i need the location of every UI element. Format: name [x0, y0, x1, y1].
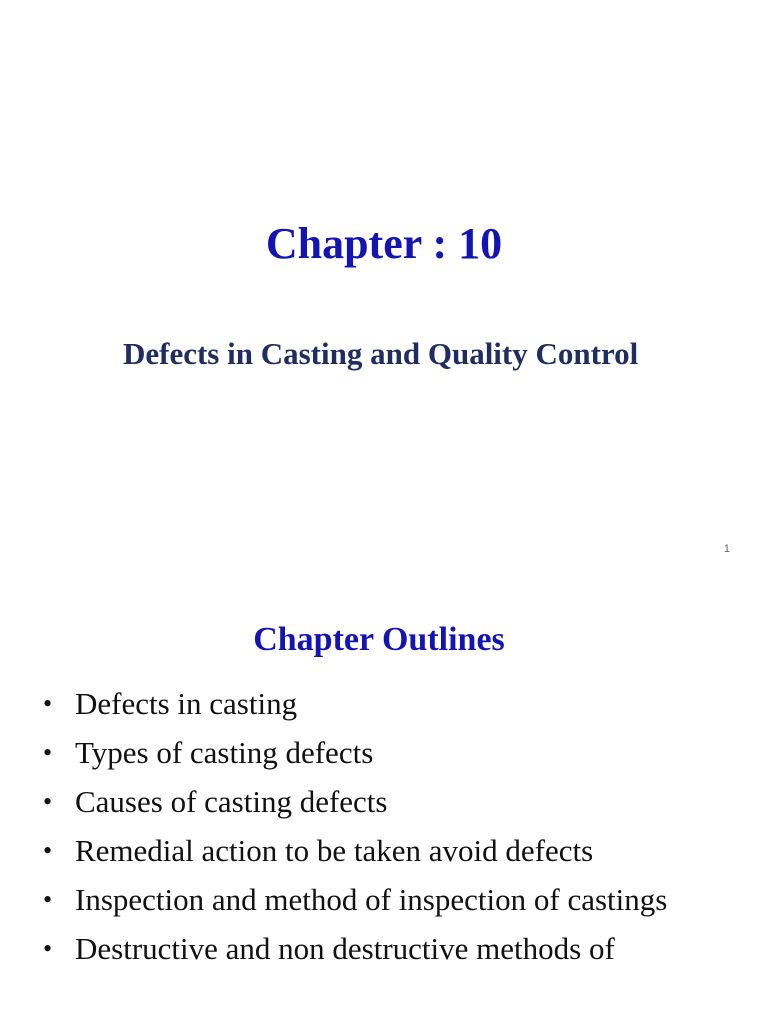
- bullet-icon: •: [43, 787, 53, 816]
- chapter-subtitle: Defects in Casting and Quality Control: [123, 336, 639, 371]
- list-item-text: Remedial action to be taken avoid defects: [75, 833, 594, 868]
- page-number: 1: [723, 543, 730, 555]
- bullet-icon: •: [43, 836, 53, 865]
- chapter-title: Chapter : 10: [265, 219, 503, 268]
- list-item-text: Inspection and method of inspection of castings: [75, 882, 668, 917]
- list-item: [40, 781, 730, 823]
- list-item-text: Defects in casting: [75, 686, 298, 721]
- list-item: [40, 830, 730, 872]
- list-item: [40, 928, 730, 970]
- outline-title: Chapter Outlines: [253, 621, 505, 658]
- list-item-text: Types of casting defects: [75, 735, 374, 770]
- bullet-icon: •: [43, 689, 53, 718]
- list-item: [40, 683, 730, 725]
- outline-list: [40, 683, 730, 977]
- list-item-text: Causes of casting defects: [75, 784, 388, 819]
- bullet-icon: •: [43, 738, 53, 767]
- list-item: [40, 879, 730, 921]
- list-item: [40, 732, 730, 774]
- bullet-icon: •: [43, 885, 53, 914]
- bullet-icon: •: [43, 934, 53, 963]
- list-item-text: Destructive and non destructive methods of: [75, 931, 615, 966]
